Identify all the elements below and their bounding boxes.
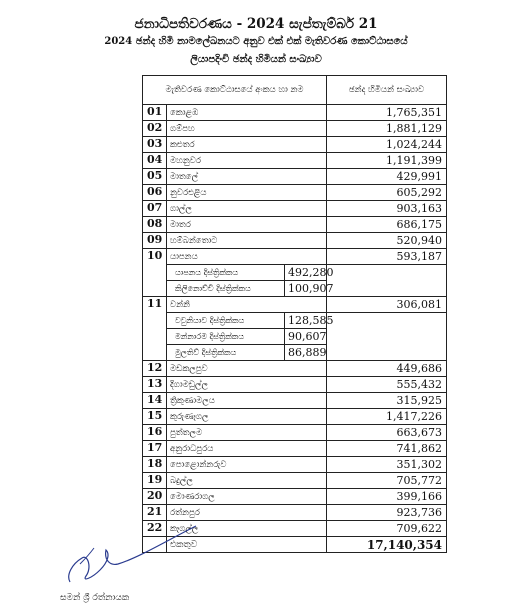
district-votes: 399,166	[327, 489, 447, 505]
sub-district-row	[143, 313, 447, 329]
district-number: 03	[143, 137, 167, 153]
sub-district-name: යාපනය දිස්ත්‍රික්කය	[167, 265, 285, 281]
district-number: 12	[143, 361, 167, 377]
district-votes: 351,302	[327, 457, 447, 473]
district-votes: 1,191,399	[327, 153, 447, 169]
blank-cell	[327, 281, 447, 297]
table-row	[143, 185, 447, 201]
document-title: ජනාධිපතිවරණය - 2024 සැප්තැම්බර් 21	[134, 16, 378, 32]
district-votes: 1,881,129	[327, 121, 447, 137]
district-votes: 1,765,351	[327, 105, 447, 121]
district-name: කුරුණෑගල	[167, 409, 327, 425]
table-row	[143, 169, 447, 185]
district-votes: 605,292	[327, 185, 447, 201]
district-votes: 903,163	[327, 201, 447, 217]
district-number: 20	[143, 489, 167, 505]
district-name: කෑගල්ල	[167, 521, 327, 537]
district-votes: 306,081	[327, 297, 447, 313]
table-row	[143, 201, 447, 217]
sub-district-name: මුලතිව් දිස්ත්‍රික්කය	[167, 345, 285, 361]
district-votes: 663,673	[327, 425, 447, 441]
district-name: යාපනය	[167, 249, 327, 265]
table-row	[143, 217, 447, 233]
blank-cell	[327, 313, 447, 329]
votes-column-header: ඡන්ද හිමියන් සංඛ්‍යාව	[327, 76, 447, 105]
signature	[58, 520, 208, 595]
district-votes: 520,940	[327, 233, 447, 249]
district-name: මාතර	[167, 217, 327, 233]
district-number: 14	[143, 393, 167, 409]
sub-district-votes: 492,280	[285, 265, 327, 281]
sub-district-name: මන්නාරම දිස්ත්‍රික්කය	[167, 329, 285, 345]
signatory-name: සමන් ශ්‍රී රත්නායක	[60, 593, 130, 603]
table-row	[143, 105, 447, 121]
document-subtitle-2: ලියාපදිංචි ඡන්ද හිමියන් සංඛ්‍යාව	[190, 54, 322, 65]
district-votes: 741,862	[327, 441, 447, 457]
district-number: 13	[143, 377, 167, 393]
sub-district-row	[143, 281, 447, 297]
table-row	[143, 425, 447, 441]
district-name: දිගාමඩුල්ල	[167, 377, 327, 393]
district-name: මහනුවර	[167, 153, 327, 169]
sub-district-votes: 100,907	[285, 281, 327, 297]
table-header-row	[143, 76, 447, 105]
blank-cell	[327, 329, 447, 345]
table-row	[143, 233, 447, 249]
table-row	[143, 441, 447, 457]
district-name: වන්නි	[167, 297, 327, 313]
district-number: 02	[143, 121, 167, 137]
district-number: 18	[143, 457, 167, 473]
district-votes: 686,175	[327, 217, 447, 233]
sub-district-name: කිලිනොච්චි දිස්ත්‍රික්කය	[167, 281, 285, 297]
sub-district-row	[143, 345, 447, 361]
district-number: 10	[143, 249, 167, 297]
district-name: බදුල්ල	[167, 473, 327, 489]
district-number: 22	[143, 521, 167, 537]
district-votes: 593,187	[327, 249, 447, 265]
district-name: කළුතර	[167, 137, 327, 153]
table-row	[143, 489, 447, 505]
total-votes: 17,140,354	[327, 537, 447, 553]
table-row	[143, 249, 447, 265]
table-row	[143, 377, 447, 393]
district-number: 17	[143, 441, 167, 457]
total-label: එකතුව	[167, 537, 327, 553]
district-number: 15	[143, 409, 167, 425]
sub-district-votes: 128,585	[285, 313, 327, 329]
sub-district-name: වවුනියාව දිස්ත්‍රික්කය	[167, 313, 285, 329]
table-row	[143, 121, 447, 137]
district-number: 05	[143, 169, 167, 185]
district-name: අනුරාධපුරය	[167, 441, 327, 457]
district-name: මඩකලපුව	[167, 361, 327, 377]
district-number: 09	[143, 233, 167, 249]
district-name: ගාල්ල	[167, 201, 327, 217]
table-row	[143, 473, 447, 489]
district-number: 11	[143, 297, 167, 361]
district-name: මොණරාගල	[167, 489, 327, 505]
document-subtitle: 2024 ඡන්ද හිමි නාමලේඛනයට අනුව එක් එක් මැතිවරණ කොට්ඨාසයේ	[104, 36, 408, 47]
district-number: 21	[143, 505, 167, 521]
registered-voters-table	[142, 75, 447, 553]
district-name: හම්බන්තොට	[167, 233, 327, 249]
district-number: 01	[143, 105, 167, 121]
district-name: මාතලේ	[167, 169, 327, 185]
blank-cell	[327, 345, 447, 361]
district-votes: 923,736	[327, 505, 447, 521]
district-number: 16	[143, 425, 167, 441]
district-name: කොළඹ	[167, 105, 327, 121]
sub-district-votes: 90,607	[285, 329, 327, 345]
district-votes: 555,432	[327, 377, 447, 393]
district-name: පොළොන්නරුව	[167, 457, 327, 473]
blank-cell	[327, 265, 447, 281]
district-number: 06	[143, 185, 167, 201]
table-row	[143, 361, 447, 377]
district-number: 08	[143, 217, 167, 233]
district-name: නුවරඑළිය	[167, 185, 327, 201]
table-row	[143, 137, 447, 153]
district-votes: 449,686	[327, 361, 447, 377]
district-votes: 709,622	[327, 521, 447, 537]
district-number: 19	[143, 473, 167, 489]
district-votes: 1,417,226	[327, 409, 447, 425]
district-votes: 1,024,244	[327, 137, 447, 153]
table-row	[143, 505, 447, 521]
district-name: ගම්පහ	[167, 121, 327, 137]
district-votes: 705,772	[327, 473, 447, 489]
sub-district-row	[143, 265, 447, 281]
district-number: 07	[143, 201, 167, 217]
district-name: ත්‍රිකුණාමලය	[167, 393, 327, 409]
sub-district-row	[143, 329, 447, 345]
table-row	[143, 153, 447, 169]
table-row	[143, 297, 447, 313]
sub-district-votes: 86,889	[285, 345, 327, 361]
table-row	[143, 409, 447, 425]
district-name: රත්නපුර	[167, 505, 327, 521]
district-number: 04	[143, 153, 167, 169]
district-votes: 429,991	[327, 169, 447, 185]
district-column-header: මැතිවරණ කොට්ඨාසයේ අංකය හා නම	[143, 76, 327, 105]
district-name: පුත්තලම	[167, 425, 327, 441]
table-row	[143, 457, 447, 473]
district-votes: 315,925	[327, 393, 447, 409]
table-row	[143, 393, 447, 409]
